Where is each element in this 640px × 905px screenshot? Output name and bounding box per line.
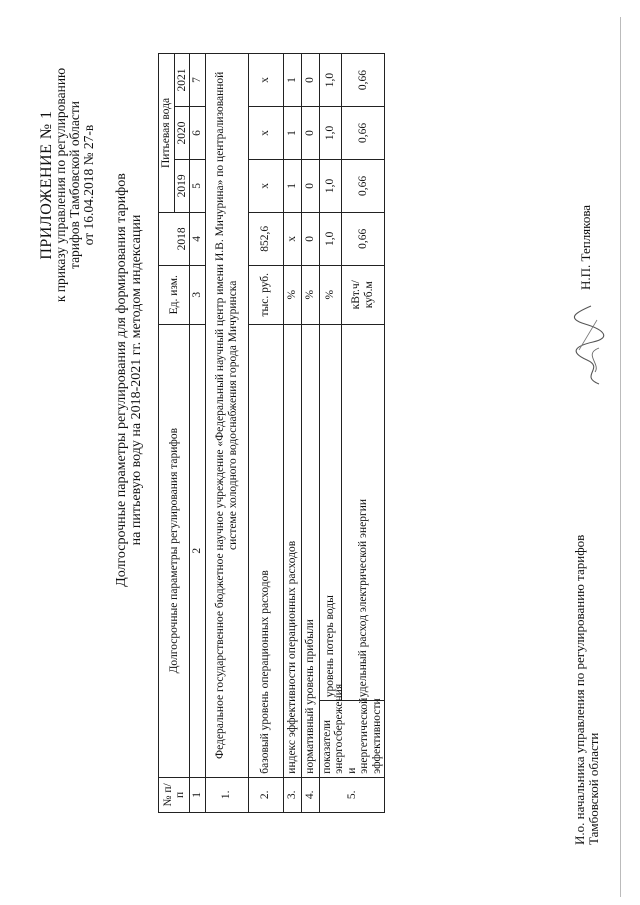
col-number: 7 [190, 54, 206, 107]
row-value: 0 [301, 212, 319, 265]
signatory-position: И.о. начальника управления по регулированию тарифов Тамбовской области [572, 534, 601, 845]
scan-edge-line [620, 17, 621, 897]
row-value: 0 [301, 54, 319, 107]
row-unit: % [301, 265, 319, 324]
appendix-line-1: к приказу управления по регулированию [53, 67, 68, 303]
header-unit: Ед. изм. [159, 265, 190, 324]
row-param: показатели энергосбережения и энергетической эффективности [319, 701, 385, 777]
row-value: х [248, 107, 283, 160]
header-num: № п/п [159, 777, 190, 812]
header-year: 2019 [174, 159, 190, 212]
signature-image [565, 300, 615, 390]
table-row [319, 54, 341, 813]
col-number: 5 [190, 159, 206, 212]
row-param: нормативный уровень прибыли [301, 324, 319, 777]
row-value: 852,6 [248, 212, 283, 265]
row-num: 2. [248, 777, 283, 812]
header-year: 2021 [174, 54, 190, 107]
row-unit: % [319, 265, 341, 324]
signatory-name: Н.П. Теплякова [578, 204, 593, 290]
row-value: 1 [283, 159, 301, 212]
row-unit: % [283, 265, 301, 324]
col-number: 2 [190, 324, 206, 777]
row-num: 5. [319, 777, 385, 812]
row-value: 1,0 [319, 107, 341, 160]
row-value: 0,66 [341, 159, 384, 212]
col-number: 4 [190, 212, 206, 265]
row-value: х [283, 212, 301, 265]
column-number-row [190, 54, 206, 813]
appendix-block [40, 25, 96, 345]
document-title-line-1: Долгосрочные параметры регулирования для формирования тарифов [114, 173, 129, 587]
row-unit: кВт.ч/куб.м [341, 265, 384, 324]
org-name: Федеральное государственное бюджетное научное учреждение «Федеральный научный центр имени И.В. Мичурина» по централизованной системе холодного водоснабжения города Мичуринска [205, 54, 248, 778]
row-value: х [248, 54, 283, 107]
row-value: 0,66 [341, 107, 384, 160]
row-num: 4. [301, 777, 319, 812]
tariff-parameters-table [158, 53, 385, 813]
header-group: Питьевая вода [159, 54, 175, 213]
table-row [283, 54, 301, 813]
row-param: индекс эффективности операционных расходов [283, 324, 301, 777]
org-num: 1. [205, 777, 248, 812]
row-value: 0 [301, 159, 319, 212]
row-subparam: удельный расход электрической энергии [341, 324, 384, 701]
table-row [248, 54, 283, 813]
appendix-line-3: от 16.04.2018 № 27-в [81, 124, 96, 246]
row-value: 0 [301, 107, 319, 160]
row-value: 0,66 [341, 212, 384, 265]
row-value: 1,0 [319, 54, 341, 107]
col-number: 3 [190, 265, 206, 324]
row-param: базовый уровень операционных расходов [248, 324, 283, 777]
col-number: 1 [190, 777, 206, 812]
org-row [205, 54, 248, 813]
row-value: 1,0 [319, 212, 341, 265]
header-year: 2018 [175, 227, 188, 251]
col-number: 6 [190, 107, 206, 160]
header-row-1 [159, 54, 175, 813]
table-row [301, 54, 319, 813]
row-value: х [248, 159, 283, 212]
document-title-line-2: на питьевую воду на 2018-2021 гг. методом индексации [129, 214, 144, 546]
header-param: Долгосрочные параметры регулирования тарифов [159, 324, 190, 777]
row-value: 1,0 [319, 159, 341, 212]
appendix-line-2: тарифов Тамбовской области [67, 101, 82, 269]
row-value: 1 [283, 107, 301, 160]
header-year: 2020 [174, 107, 190, 160]
row-unit: тыс. руб. [248, 265, 283, 324]
row-value: 1 [283, 54, 301, 107]
row-value: 0,66 [341, 54, 384, 107]
appendix-title: ПРИЛОЖЕНИЕ № 1 [38, 110, 55, 260]
document-title [114, 100, 144, 660]
header-blank [159, 212, 190, 265]
row-subparam: уровень потерь воды [319, 324, 341, 701]
row-num: 3. [283, 777, 301, 812]
